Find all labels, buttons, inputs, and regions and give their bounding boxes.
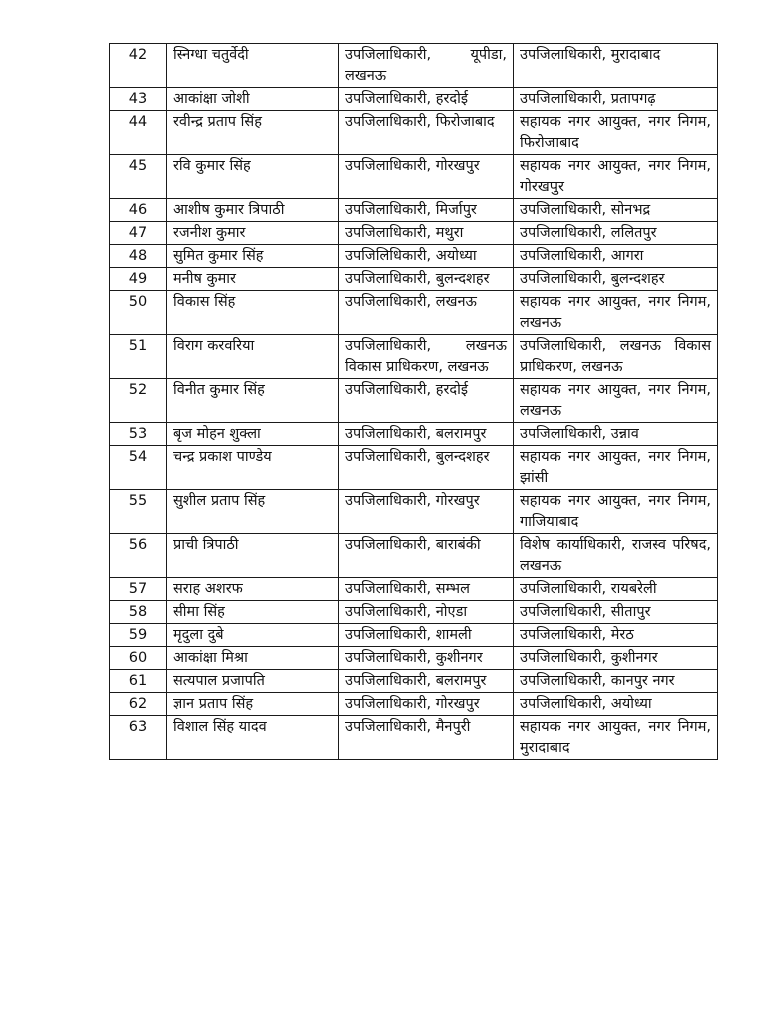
- current-posting: उपजिलाधिकारी, सम्भल: [339, 578, 514, 601]
- table-row: [110, 578, 718, 601]
- current-posting: उपजिलाधिकारी, हरदोई: [339, 88, 514, 111]
- row-number: 48: [110, 245, 167, 268]
- row-number: 63: [110, 716, 167, 760]
- row-number: 56: [110, 534, 167, 578]
- officer-name: बृज मोहन शुक्ला: [167, 423, 339, 446]
- row-number: 62: [110, 693, 167, 716]
- row-number: 58: [110, 601, 167, 624]
- new-posting: उपजिलाधिकारी, कुशीनगर: [514, 647, 718, 670]
- new-posting: सहायक नगर आयुक्त, नगर निगम, गाजियाबाद: [514, 490, 718, 534]
- row-number: 43: [110, 88, 167, 111]
- current-posting: उपजिलाधिकारी, बलरामपुर: [339, 670, 514, 693]
- row-number: 59: [110, 624, 167, 647]
- new-posting: उपजिलाधिकारी, मुरादाबाद: [514, 44, 718, 88]
- table-row: [110, 291, 718, 335]
- officer-name: चन्द्र प्रकाश पाण्डेय: [167, 446, 339, 490]
- current-posting: उपजिलाधिकारी, गोरखपुर: [339, 155, 514, 199]
- table-row: [110, 111, 718, 155]
- new-posting: सहायक नगर आयुक्त, नगर निगम, गोरखपुर: [514, 155, 718, 199]
- table-row: [110, 601, 718, 624]
- row-number: 49: [110, 268, 167, 291]
- officer-name: विनीत कुमार सिंह: [167, 379, 339, 423]
- new-posting: उपजिलाधिकारी, सोनभद्र: [514, 199, 718, 222]
- new-posting: उपजिलाधिकारी, रायबरेली: [514, 578, 718, 601]
- table-row: [110, 624, 718, 647]
- row-number: 60: [110, 647, 167, 670]
- new-posting: उपजिलाधिकारी, अयोध्या: [514, 693, 718, 716]
- new-posting: उपजिलाधिकारी, कानपुर नगर: [514, 670, 718, 693]
- table-row: [110, 268, 718, 291]
- table-row: [110, 693, 718, 716]
- table-row: [110, 534, 718, 578]
- row-number: 46: [110, 199, 167, 222]
- officer-name: रजनीश कुमार: [167, 222, 339, 245]
- officer-name: आशीष कुमार त्रिपाठी: [167, 199, 339, 222]
- officer-name: ज्ञान प्रताप सिंह: [167, 693, 339, 716]
- table-body: [110, 44, 718, 760]
- officer-name: सुशील प्रताप सिंह: [167, 490, 339, 534]
- new-posting: विशेष कार्याधिकारी, राजस्व परिषद, लखनऊ: [514, 534, 718, 578]
- officer-name: सराह अशरफ: [167, 578, 339, 601]
- new-posting: उपजिलाधिकारी, उन्नाव: [514, 423, 718, 446]
- new-posting: उपजिलाधिकारी, आगरा: [514, 245, 718, 268]
- row-number: 44: [110, 111, 167, 155]
- officer-name: विराग करवरिया: [167, 335, 339, 379]
- officer-name: प्राची त्रिपाठी: [167, 534, 339, 578]
- table-row: [110, 155, 718, 199]
- new-posting: सहायक नगर आयुक्त, नगर निगम, मुरादाबाद: [514, 716, 718, 760]
- row-number: 53: [110, 423, 167, 446]
- officer-name: आकांक्षा मिश्रा: [167, 647, 339, 670]
- current-posting: उपजिलाधिकारी, मिर्जापुर: [339, 199, 514, 222]
- current-posting: उपजिलाधिकारी, फिरोजाबाद: [339, 111, 514, 155]
- row-number: 52: [110, 379, 167, 423]
- row-number: 55: [110, 490, 167, 534]
- table-row: [110, 222, 718, 245]
- current-posting: उपजिलाधिकारी, लखनऊ विकास प्राधिकरण, लखनऊ: [339, 335, 514, 379]
- current-posting: उपजिलिधिकारी, अयोध्या: [339, 245, 514, 268]
- new-posting: सहायक नगर आयुक्त, नगर निगम, झांसी: [514, 446, 718, 490]
- new-posting: उपजिलाधिकारी, बुलन्दशहर: [514, 268, 718, 291]
- officer-name: मनीष कुमार: [167, 268, 339, 291]
- table-row: [110, 423, 718, 446]
- transfer-table: [109, 43, 718, 760]
- new-posting: उपजिलाधिकारी, प्रतापगढ़: [514, 88, 718, 111]
- current-posting: उपजिलाधिकारी, बलरामपुर: [339, 423, 514, 446]
- row-number: 45: [110, 155, 167, 199]
- current-posting: उपजिलाधिकारी, गोरखपुर: [339, 490, 514, 534]
- new-posting: उपजिलाधिकारी, सीतापुर: [514, 601, 718, 624]
- current-posting: उपजिलाधिकारी, मथुरा: [339, 222, 514, 245]
- table-row: [110, 199, 718, 222]
- officer-name: स्निग्धा चतुर्वेदी: [167, 44, 339, 88]
- row-number: 42: [110, 44, 167, 88]
- row-number: 51: [110, 335, 167, 379]
- table-row: [110, 716, 718, 760]
- table-row: [110, 490, 718, 534]
- current-posting: उपजिलाधिकारी, बाराबंकी: [339, 534, 514, 578]
- officer-name: विकास सिंह: [167, 291, 339, 335]
- row-number: 50: [110, 291, 167, 335]
- current-posting: उपजिलाधिकारी, यूपीडा, लखनऊ: [339, 44, 514, 88]
- table-row: [110, 647, 718, 670]
- table-row: [110, 446, 718, 490]
- row-number: 61: [110, 670, 167, 693]
- current-posting: उपजिलाधिकारी, लखनऊ: [339, 291, 514, 335]
- officer-name: रवि कुमार सिंह: [167, 155, 339, 199]
- current-posting: उपजिलाधिकारी, कुशीनगर: [339, 647, 514, 670]
- new-posting: उपजिलाधिकारी, लखनऊ विकास प्राधिकरण, लखनऊ: [514, 335, 718, 379]
- officer-name: आकांक्षा जोशी: [167, 88, 339, 111]
- new-posting: उपजिलाधिकारी, ललितपुर: [514, 222, 718, 245]
- officer-name: सुमित कुमार सिंह: [167, 245, 339, 268]
- table-row: [110, 670, 718, 693]
- officer-name: रवीन्द्र प्रताप सिंह: [167, 111, 339, 155]
- current-posting: उपजिलाधिकारी, मैनपुरी: [339, 716, 514, 760]
- new-posting: उपजिलाधिकारी, मेरठ: [514, 624, 718, 647]
- new-posting: सहायक नगर आयुक्त, नगर निगम, लखनऊ: [514, 379, 718, 423]
- row-number: 54: [110, 446, 167, 490]
- officer-name: विशाल सिंह यादव: [167, 716, 339, 760]
- new-posting: सहायक नगर आयुक्त, नगर निगम, फिरोजाबाद: [514, 111, 718, 155]
- officer-name: मृदुला दुबे: [167, 624, 339, 647]
- officer-name: सत्यपाल प्रजापति: [167, 670, 339, 693]
- current-posting: उपजिलाधिकारी, शामली: [339, 624, 514, 647]
- current-posting: उपजिलाधिकारी, बुलन्दशहर: [339, 446, 514, 490]
- current-posting: उपजिलाधिकारी, बुलन्दशहर: [339, 268, 514, 291]
- current-posting: उपजिलाधिकारी, हरदोई: [339, 379, 514, 423]
- table-row: [110, 245, 718, 268]
- table-row: [110, 379, 718, 423]
- table-row: [110, 44, 718, 88]
- current-posting: उपजिलाधिकारी, नोएडा: [339, 601, 514, 624]
- table-row: [110, 88, 718, 111]
- table-row: [110, 335, 718, 379]
- row-number: 47: [110, 222, 167, 245]
- row-number: 57: [110, 578, 167, 601]
- current-posting: उपजिलाधिकारी, गोरखपुर: [339, 693, 514, 716]
- new-posting: सहायक नगर आयुक्त, नगर निगम, लखनऊ: [514, 291, 718, 335]
- officer-name: सीमा सिंह: [167, 601, 339, 624]
